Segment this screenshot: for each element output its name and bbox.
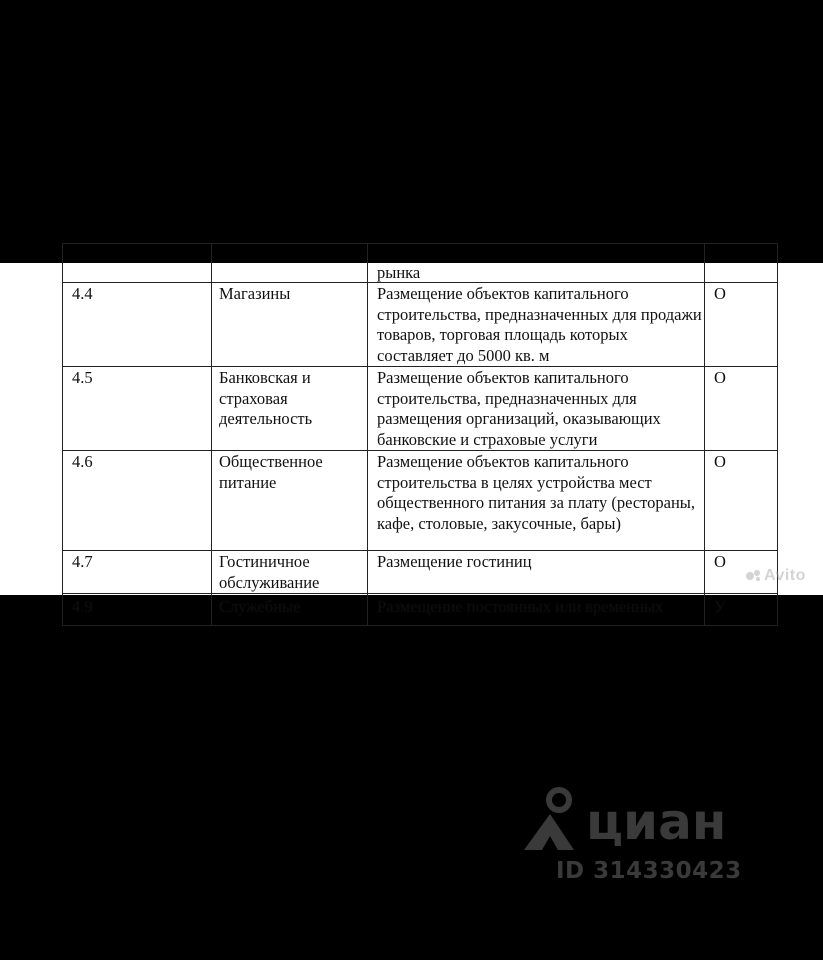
cian-watermark (522, 786, 762, 896)
table-row (63, 594, 778, 626)
cell-code: О (705, 367, 778, 451)
cell-text-cut: 4.9 (72, 597, 93, 616)
cell-name (212, 244, 368, 283)
cell-code (705, 244, 778, 283)
cell-num (63, 244, 212, 283)
avito-watermark (746, 567, 806, 585)
cell-desc: Размещение объектов капитального строительства, предназначенных для размещения организаций, оказывающих банковские и страховые услуги (368, 367, 705, 451)
cell-num: 4.5 (63, 367, 212, 451)
cell-num: 4.7 (63, 551, 212, 594)
cell-desc-text: рынка (377, 263, 421, 282)
cell-text-cut: Размещение постоянных или временных (377, 597, 664, 616)
cell-name: Банковская и страховая деятельность (212, 367, 368, 451)
cell-num: 4.4 (63, 283, 212, 367)
cell-name: Магазины (212, 283, 368, 367)
cell-name: Общественное питание (212, 451, 368, 551)
cell-desc (368, 594, 705, 626)
cell-desc: Размещение объектов капитального строительства в целях устройства мест общественного питания за плату (рестораны, кафе, столовые, закусочные, бары) (368, 451, 705, 551)
table-row (63, 283, 778, 367)
cell-desc: Размещение гостиниц (368, 551, 705, 594)
cian-brand-text: циан (586, 793, 727, 851)
cell-desc (368, 244, 705, 283)
avito-logo-icon (746, 568, 762, 580)
location-pin-icon (522, 788, 574, 852)
cell-name: Гостиничное обслуживание (212, 551, 368, 594)
avito-watermark-text: Avito (764, 567, 806, 584)
table-row (63, 451, 778, 551)
table-row (63, 244, 778, 283)
table-row (63, 551, 778, 594)
cell-text-cut: Служебные (219, 597, 301, 616)
cell-name (212, 594, 368, 626)
cell-text-cut: У (714, 597, 726, 616)
cian-listing-id: ID 314330423 (556, 858, 742, 884)
cell-num (63, 594, 212, 626)
cell-code: О (705, 551, 778, 594)
cell-code (705, 594, 778, 626)
document-photo (0, 263, 823, 616)
cell-num: 4.6 (63, 451, 212, 551)
table-row (63, 367, 778, 451)
cell-desc: Размещение объектов капитального строительства, предназначенных для продажи товаров, торговая площадь которых составляет до 5000 кв. м (368, 283, 705, 367)
cell-code: О (705, 283, 778, 367)
cell-code: О (705, 451, 778, 551)
land-use-table (62, 243, 778, 626)
